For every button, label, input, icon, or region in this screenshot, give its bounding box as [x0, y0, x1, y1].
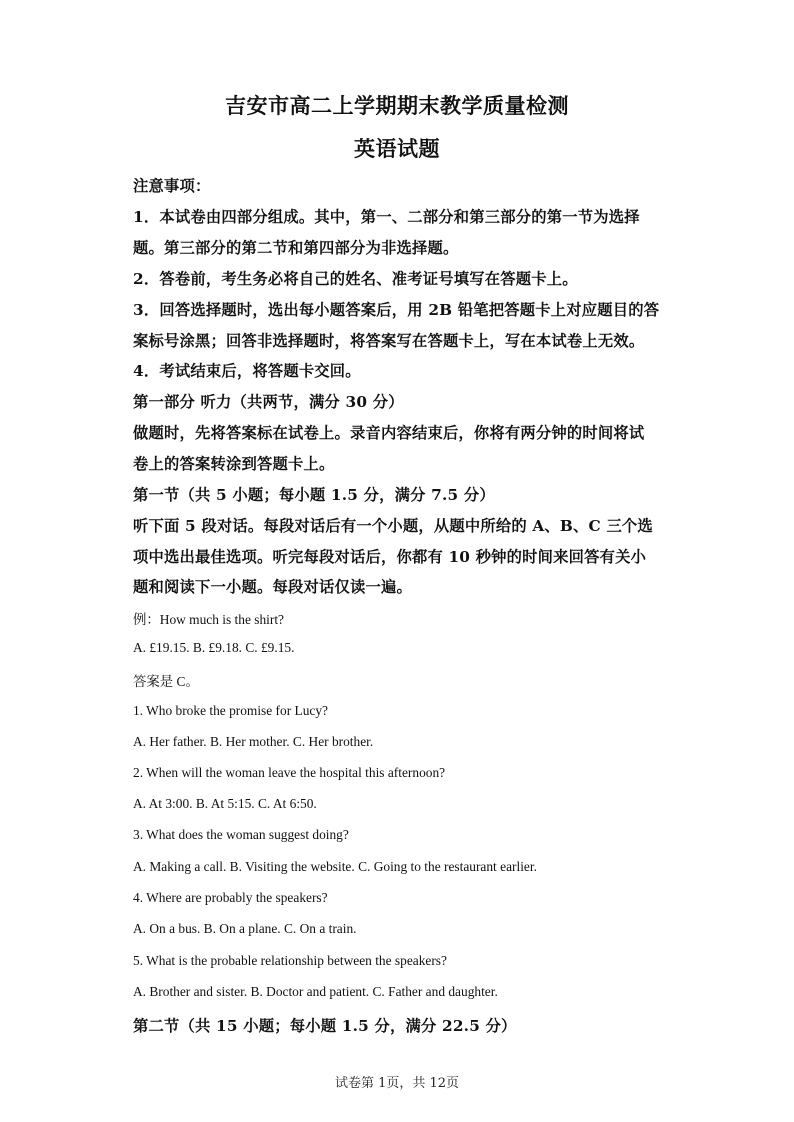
notes-line: 题。第三部分的第二节和第四部分为非选择题。	[133, 239, 459, 257]
section2-heading: 第二节（共 15 小题；每小题 1.5 分，满分 22.5 分）	[133, 1017, 517, 1035]
notes-line: 案标号涂黑；回答非选择题时，将答案写在答题卡上，写在本试卷上无效。	[133, 332, 645, 350]
section1-instruction-line: 项中选出最佳选项。听完每段对话后，你都有 10 秒钟的时间来回答有关小	[133, 548, 647, 566]
part1-heading: 第一部分 听力（共两节，满分 30 分）	[133, 393, 404, 411]
question-1-options: A. Her father. B. Her mother. C. Her brother.	[133, 734, 374, 749]
question-3: 3. What does the woman suggest doing?	[133, 827, 349, 842]
question-2-options: A. At 3:00. B. At 5:15. C. At 6:50.	[133, 796, 317, 811]
part1-instruction-line: 做题时，先将答案标在试卷上。录音内容结束后，你将有两分钟的时间将试	[133, 424, 645, 442]
section1-instruction-line: 题和阅读下一小题。每段对话仅读一遍。	[133, 578, 412, 596]
example-question: 例：How much is the shirt?	[133, 612, 284, 627]
part1-instruction-line: 卷上的答案转涂到答题卡上。	[133, 455, 335, 473]
notes-line: 3．回答选择题时，选出每小题答案后，用 2B 铅笔把答题卡上对应题目的答	[133, 301, 660, 319]
notes-line: 2．答卷前，考生务必将自己的姓名、准考证号填写在答题卡上。	[133, 270, 578, 288]
question-4: 4. Where are probably the speakers?	[133, 890, 328, 905]
question-3-options: A. Making a call. B. Visiting the website. C. Going to the restaurant earlier.	[133, 859, 537, 874]
question-2: 2. When will the woman leave the hospital this afternoon?	[133, 765, 446, 780]
section1-instruction-line: 听下面 5 段对话。每段对话后有一个小题，从题中所给的 A、B、C 三个选	[133, 517, 653, 535]
example-answer: 答案是 C。	[133, 674, 199, 689]
question-5: 5. What is the probable relationship between the speakers?	[133, 953, 447, 968]
notes-line: 4．考试结束后，将答题卡交回。	[133, 362, 361, 380]
notes-heading: 注意事项：	[133, 177, 211, 195]
question-1: 1. Who broke the promise for Lucy?	[133, 703, 328, 718]
example-options: A. £19.15. B. £9.18. C. £9.15.	[133, 640, 295, 655]
page-footer: 试卷第 1页，共 12页	[334, 1076, 460, 1091]
question-5-options: A. Brother and sister. B. Doctor and patient. C. Father and daughter.	[133, 984, 498, 999]
exam-subtitle: 英语试题	[354, 136, 440, 161]
question-4-options: A. On a bus. B. On a plane. C. On a train.	[133, 921, 357, 936]
exam-title: 吉安市高二上学期期末教学质量检测	[225, 93, 569, 118]
notes-line: 1．本试卷由四部分组成。其中，第一、二部分和第三部分的第一节为选择	[133, 208, 640, 226]
section1-heading: 第一节（共 5 小题；每小题 1.5 分，满分 7.5 分）	[133, 486, 495, 504]
